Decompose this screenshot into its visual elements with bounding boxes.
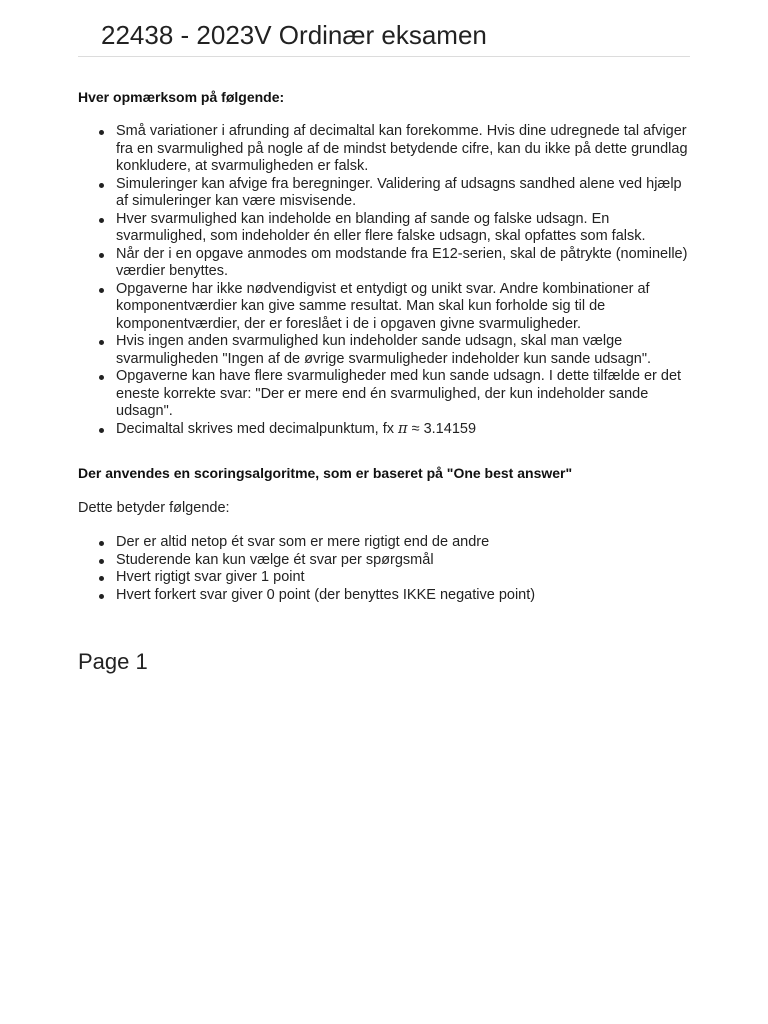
page-label: Page 1: [78, 649, 148, 674]
scoring-item: Hvert forkert svar giver 0 point (der benyttes IKKE negative point): [116, 587, 690, 605]
scoring-item: Studerende kan kun vælge ét svar per spørgsmål: [116, 552, 690, 570]
notice-item-decimal: [116, 421, 690, 439]
notice-item: Hver svarmulighed kan indeholde en blanding af sande og falske udsagn. En svarmulighed, som indeholder én eller flere falske udsagn, skal opfattes som falsk.: [116, 211, 690, 246]
exam-page: [78, 0, 690, 675]
notice-list: [78, 123, 690, 438]
scoring-item: Der er altid netop ét svar som er mere rigtigt end de andre: [116, 534, 690, 552]
notice-item: Små variationer i afrunding af decimaltal kan forekomme. Hvis dine udregnede tal afviger fra en svarmulighed på nogle af de mindst betydende cifre, kan du ikke på dette grundlag konkludere, at svarmuligheden er falsk.: [116, 123, 690, 176]
scoring-item: Hvert rigtigt svar giver 1 point: [116, 569, 690, 587]
scoring-heading: Der anvendes en scoringsalgoritme, som er baseret på "One best answer": [78, 465, 573, 481]
pi-symbol: π: [398, 420, 408, 437]
decimal-suffix: ≈ 3.14159: [407, 420, 477, 437]
notice-item: Opgaverne kan have flere svarmuligheder med kun sande udsagn. I dette tilfælde er det eneste korrekte svar: "Der er mere end én svarmulighed, der kun indeholder sande udsagn".: [116, 368, 690, 421]
scoring-intro: Dette betyder følgende:: [78, 500, 230, 516]
notice-item: Simuleringer kan afvige fra beregninger. Validering af udsagns sandhed alene ved hjælp af simuleringer kan være misvisende.: [116, 176, 690, 211]
notice-heading: Hver opmærksom på følgende:: [78, 89, 285, 105]
notice-item: Hvis ingen anden svarmulighed kun indeholder sande udsagn, skal man vælge svarmuligheden "Ingen af de øvrige svarmuligheder indeholder kun sande udsagn".: [116, 333, 690, 368]
notice-item: Opgaverne har ikke nødvendigvist et entydigt og unikt svar. Andre kombinationer af komponentværdier kan give samme resultat. Man skal kun forholde sig til de komponentværdier, der er foreslået i de i opgaven givne svarmuligheder.: [116, 281, 690, 334]
notice-item: Når der i en opgave anmodes om modstande fra E12-serien, skal de påtrykte (nominelle) værdier benyttes.: [116, 246, 690, 281]
decimal-prefix: Decimaltal skrives med decimalpunktum, fx: [116, 420, 399, 437]
exam-title: 22438 - 2023V Ordinær eksamen: [78, 0, 690, 57]
scoring-list: [78, 534, 690, 604]
